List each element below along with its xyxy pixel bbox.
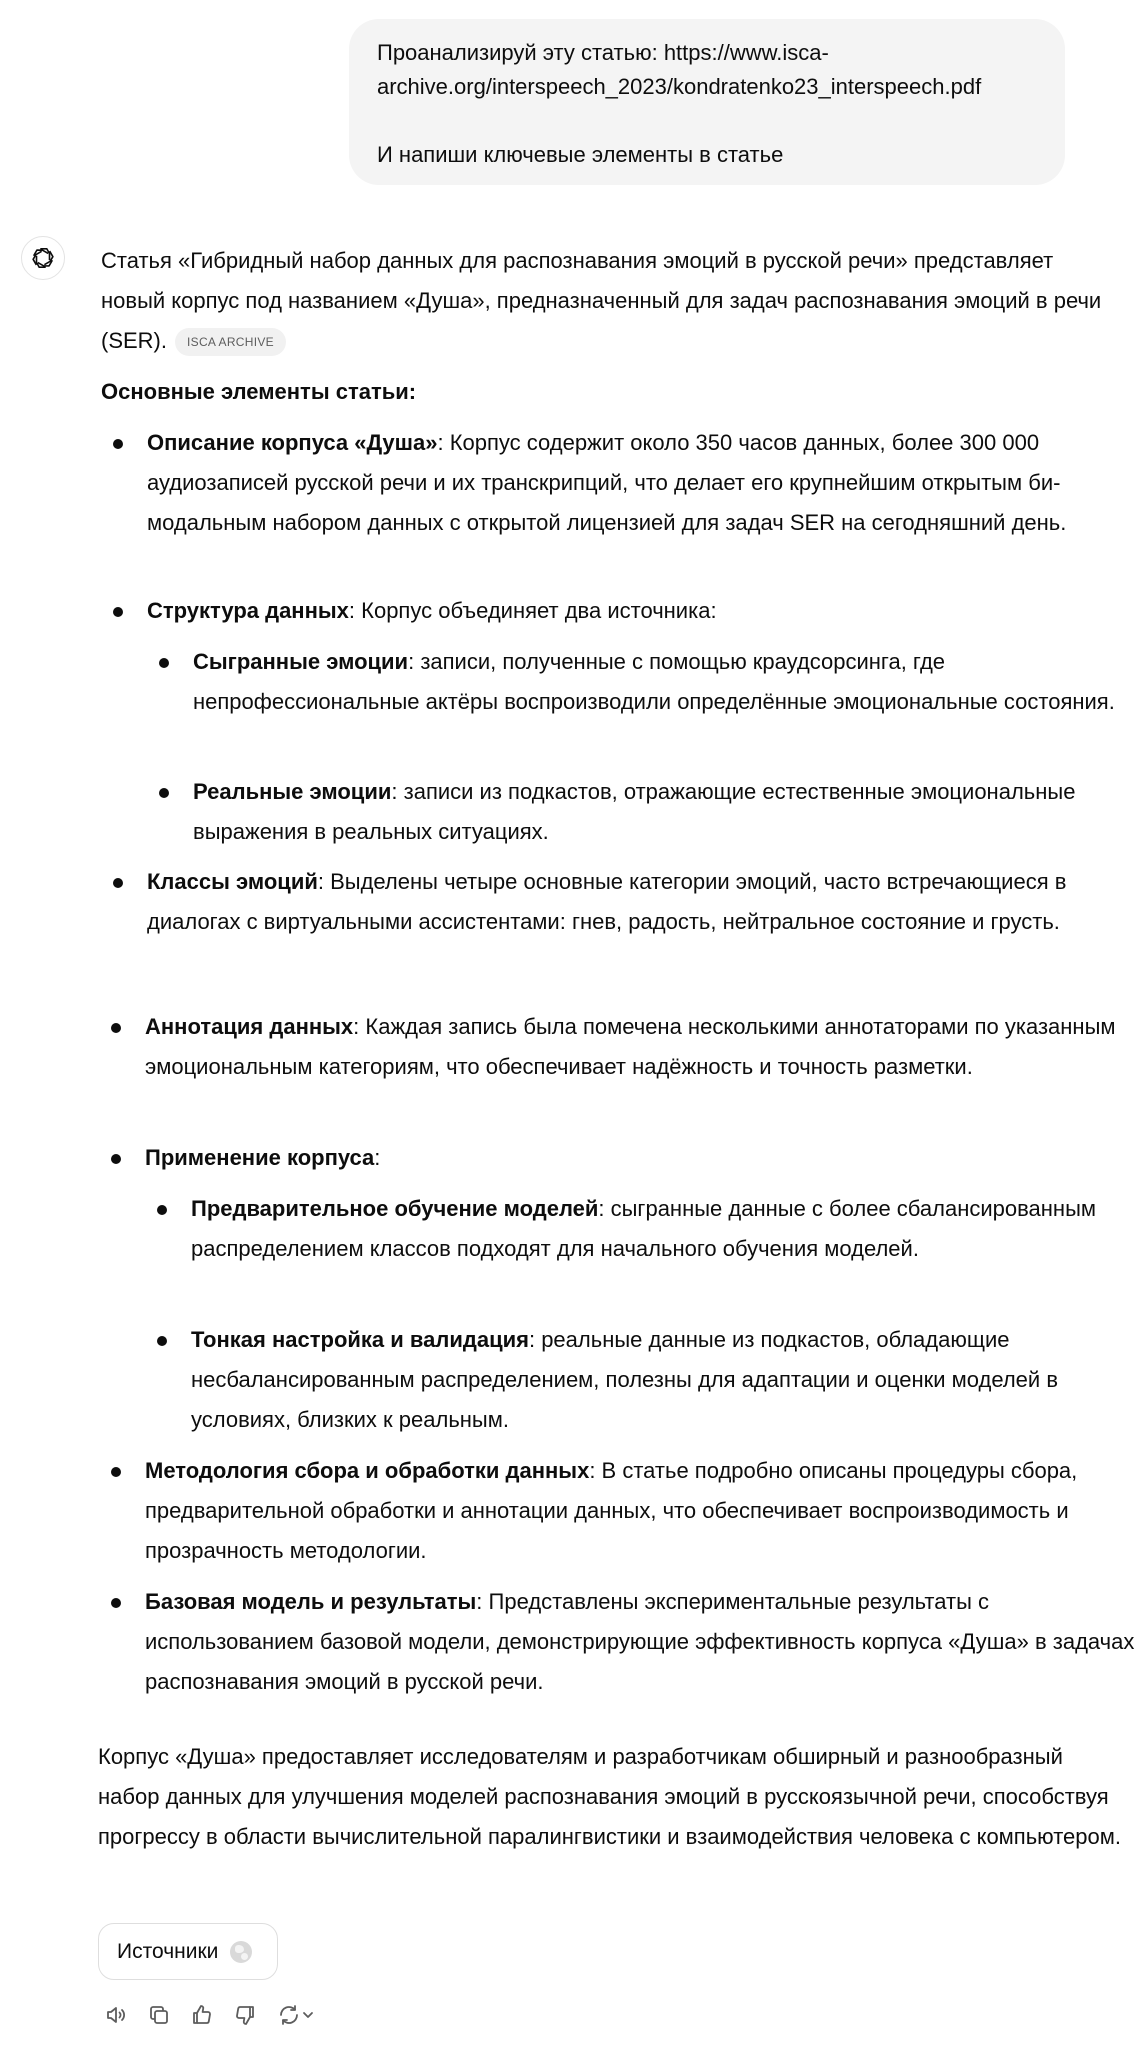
sub-list-item-title: Предварительное обучение моделей xyxy=(191,1196,599,1221)
thumbs-down-button[interactable] xyxy=(229,1999,261,2031)
list-item xyxy=(147,591,1145,631)
sub-list-item-title: Тонкая настройка и валидация xyxy=(191,1327,529,1352)
sub-list-item-title: Сыгранные эмоции xyxy=(193,649,409,674)
copy-button[interactable] xyxy=(143,1999,175,2031)
thumbs-up-button[interactable] xyxy=(186,1999,218,2031)
sub-list-item xyxy=(191,1320,1145,1440)
sub-bullet-dot xyxy=(159,788,169,798)
bullet-dot xyxy=(111,1023,121,1033)
thumbs-up-icon xyxy=(190,2003,214,2027)
bullet-dot xyxy=(113,607,123,617)
list-item-text: : Представлены экспериментальные результаты с использованием базовой модели, демонстрирующие эффективность корпуса «Душа» в задачах распознавания эмоций в русской речи. xyxy=(145,1589,1135,1694)
sub-list-item xyxy=(193,772,1143,852)
assistant-avatar xyxy=(21,236,65,280)
list-item xyxy=(147,862,1145,942)
list-item-text: : Каждая запись была помечена несколькими аннотаторами по указанным эмоциональным категориям, что обеспечивает надёжность и точность разметки. xyxy=(145,1014,1116,1079)
list-item xyxy=(147,423,1145,543)
bullet-dot xyxy=(113,439,123,449)
speaker-icon xyxy=(104,2003,128,2027)
list-item-title: Методология сбора и обработки данных xyxy=(145,1458,590,1483)
sub-bullet-dot xyxy=(157,1336,167,1346)
sub-list-item-title: Реальные эмоции xyxy=(193,779,392,804)
bullet-dot xyxy=(111,1598,121,1608)
user-message-line: Проанализируй эту статью: https://www.isca- xyxy=(377,40,829,65)
chevron-down-icon xyxy=(301,2008,315,2022)
openai-logo-icon xyxy=(30,245,56,271)
list-item-title: Аннотация данных xyxy=(145,1014,354,1039)
copy-icon xyxy=(147,2003,171,2027)
sub-list-item xyxy=(193,642,1143,722)
sub-list-item xyxy=(191,1189,1141,1269)
list-item xyxy=(145,1138,1145,1178)
user-message-line: archive.org/interspeech_2023/kondratenko23_interspeech.pdf xyxy=(377,74,982,99)
globe-icon xyxy=(230,1941,252,1963)
message-action-bar xyxy=(100,1999,331,2031)
user-message-line: И напиши ключевые элементы в статье xyxy=(377,142,784,167)
intro-text: Статья «Гибридный набор данных для распознавания эмоций в русской речи» представляет новый корпус под названием «Душа», предназначенный для задач распознавания эмоций в речи (SER). xyxy=(101,248,1102,353)
list-item-title: Описание корпуса «Душа» xyxy=(147,430,438,455)
bullet-dot xyxy=(111,1154,121,1164)
conclusion-paragraph: Корпус «Душа» предоставляет исследователям и разработчикам обширный и разнообразный набор данных для улучшения моделей распознавания эмоций в русскоязычной речи, способствуя прогрессу в области вычислительной паралингвистики и взаимодействия человека с компьютером. xyxy=(98,1744,1121,1849)
sub-list-item-text: : записи, полученные с помощью краудсорсинга, где непрофессиональные актёры воспроизводили определённые эмоциональные состояния. xyxy=(193,649,1115,714)
sub-list-item-text: : записи из подкастов, отражающие естественные эмоциональные выражения в реальных ситуациях. xyxy=(193,779,1076,844)
list-item-text: : Корпус содержит около 350 часов данных, более 300 000 аудиозаписей русской речи и их транскрипций, что делает его крупнейшим открытым би-модальным набором данных с открытой лицензией для задач SER на сегодняшний день. xyxy=(147,430,1067,535)
sub-bullet-dot xyxy=(157,1205,167,1215)
sources-label: Источники xyxy=(117,1939,219,1963)
sub-list-item-text: : сыгранные данные с более сбалансированным распределением классов подходят для начального обучения моделей. xyxy=(191,1196,1097,1261)
list-item-text: : Корпус объединяет два источника: xyxy=(348,598,717,623)
section-heading: Основные элементы статьи: xyxy=(101,379,417,404)
list-item-text: : xyxy=(374,1145,381,1170)
source-citation-badge[interactable]: ISCA ARCHIVE xyxy=(175,328,286,356)
list-item-text: : Выделены четыре основные категории эмоций, часто встречающиеся в диалогах с виртуальными ассистентами: гнев, радость, нейтральное состояние и грусть. xyxy=(147,869,1067,934)
sub-bullet-dot xyxy=(159,658,169,668)
regenerate-button[interactable] xyxy=(272,1999,320,2031)
bullet-dot xyxy=(113,878,123,888)
list-item-title: Применение корпуса xyxy=(145,1145,375,1170)
thumbs-down-icon xyxy=(233,2003,257,2027)
user-message-bubble xyxy=(349,19,1065,185)
bullet-dot xyxy=(111,1467,121,1477)
sources-button[interactable] xyxy=(98,1923,278,1980)
list-item-text: : В статье подробно описаны процедуры сбора, предварительной обработки и аннотации данных, что обеспечивает воспроизводимость и прозрачность методологии. xyxy=(145,1458,1078,1563)
sub-list-item-text: : реальные данные из подкастов, обладающие несбалансированным распределением, полезны для адаптации и оценки моделей в условиях, близких к реальным. xyxy=(191,1327,1059,1432)
list-item xyxy=(145,1451,1145,1571)
read-aloud-button[interactable] xyxy=(100,1999,132,2031)
list-item-title: Структура данных xyxy=(147,598,349,623)
regenerate-icon xyxy=(277,2003,301,2027)
list-item-title: Классы эмоций xyxy=(147,869,318,894)
list-item xyxy=(145,1582,1145,1702)
list-item-title: Базовая модель и результаты xyxy=(145,1589,477,1614)
assistant-intro xyxy=(101,241,1121,361)
list-item xyxy=(145,1007,1145,1087)
